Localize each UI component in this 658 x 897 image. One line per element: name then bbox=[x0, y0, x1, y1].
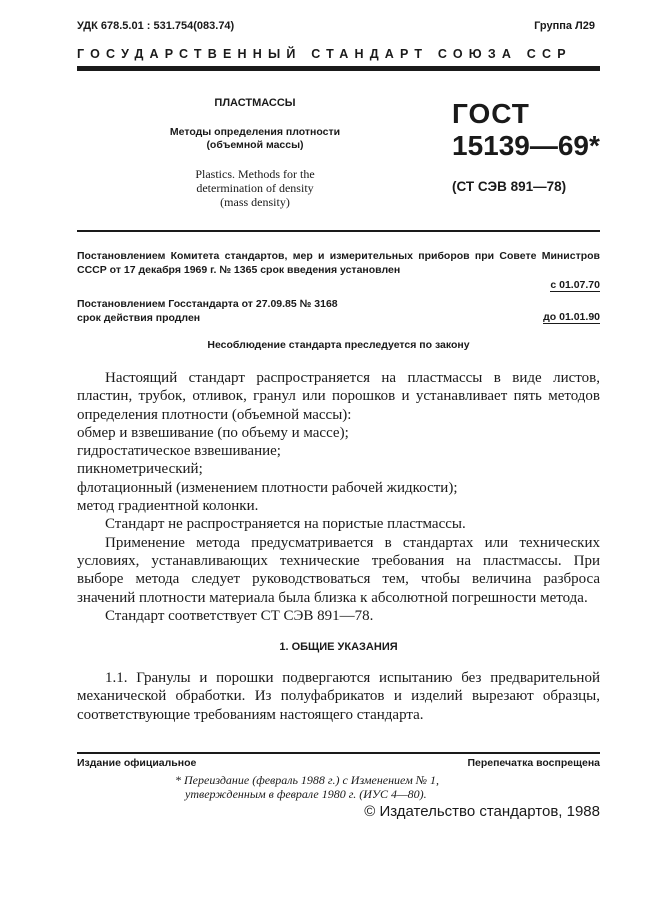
section-heading: 1. ОБЩИЕ УКАЗАНИЯ bbox=[279, 641, 398, 653]
gost-label: ГОСТ bbox=[452, 98, 530, 129]
group-code: Группа Л29 bbox=[534, 20, 595, 32]
header-divider bbox=[77, 66, 600, 71]
udc-code: УДК 678.5.01 : 531.754(083.74) bbox=[77, 20, 235, 32]
decree-extension-date: до 01.01.90 bbox=[543, 311, 600, 323]
legal-notice: Несоблюдение стандарта преследуется по закону bbox=[207, 339, 470, 351]
method-list-item: метод градиентной колонки. bbox=[77, 498, 259, 515]
decree-introduction-date: с 01.07.70 bbox=[550, 279, 600, 291]
sev-reference: (СТ СЭВ 891—78) bbox=[452, 179, 567, 194]
document-title: ПЛАСТМАССЫ bbox=[214, 97, 296, 109]
method-title-en bbox=[150, 167, 360, 209]
footer-divider bbox=[77, 752, 600, 754]
method-list-item: гидростатическое взвешивание; bbox=[77, 443, 281, 460]
decree-extension-line2: срок действия продлен bbox=[77, 311, 201, 324]
decree-introduction: Постановлением Комитета стандартов, мер и измерительных приборов при Совете Министров СССР от 17 декабря 1969 г. № 1365 срок введения установлен bbox=[77, 250, 600, 276]
edition-label: Издание официальное bbox=[77, 757, 197, 769]
method-list-item: обмер и взвешивание (по объему и массе); bbox=[77, 424, 349, 441]
conformity-paragraph: Стандарт соответствует СТ СЭВ 891—78. bbox=[105, 607, 374, 624]
intro-paragraph: Настоящий стандарт распространяется на пластмассы в виде листов, пластин, трубок, отливок, гранул или порошков и устанавливает пять методов определения плотности (объемной массы): bbox=[77, 370, 600, 423]
not-applicable-paragraph: Стандарт не распространяется на пористые пластмассы. bbox=[105, 516, 466, 533]
reissue-footnote-line2: утвержденным в феврале 1980 г. (ИУС 4—80). bbox=[185, 787, 427, 801]
method-title-en-line1: Plastics. Methods for the bbox=[195, 167, 315, 181]
decree-extension-line1: Постановлением Госстандарта от 27.09.85 № 3168 bbox=[77, 298, 338, 310]
state-standard-banner: ГОСУДАРСТВЕННЫЙ СТАНДАРТ СОЮЗА ССР bbox=[77, 47, 572, 61]
title-divider bbox=[77, 230, 600, 232]
gost-number: 15139—69* bbox=[452, 130, 600, 161]
method-title-ru-line2: (объемной массы) bbox=[206, 139, 304, 151]
method-title-en-line2: determination of density bbox=[196, 181, 314, 195]
method-title-ru-line1: Методы определения плотности bbox=[169, 126, 341, 138]
application-paragraph: Применение метода предусматривается в стандартах или технических условиях, устанавливающих технические требования на пластмассы. При выборе метода следует руководствоваться тем, чтобы величина разброса значений плотности материала была близка к абсолютной погрешности метода. bbox=[77, 534, 600, 606]
reissue-footnote-line1: * Переиздание (февраль 1988 г.) с Изменением № 1, bbox=[175, 773, 440, 787]
copyright: © Издательство стандартов, 1988 bbox=[364, 803, 600, 820]
clause-1-1: 1.1. Гранулы и порошки подвергаются испытанию без предварительной механической обработки. Из полуфабрикатов и изделий вырезают образцы, соответствующие требованиям настоящего стандарта. bbox=[77, 670, 600, 723]
reissue-footnote bbox=[175, 773, 605, 801]
method-list-item: пикнометрический; bbox=[77, 461, 203, 478]
method-title-ru bbox=[150, 126, 360, 152]
method-title-en-line3: (mass density) bbox=[220, 195, 290, 209]
decree-extension bbox=[77, 298, 497, 325]
reprint-notice: Перепечатка воспрещена bbox=[467, 757, 600, 769]
body-text bbox=[77, 369, 600, 625]
method-list-item: флотационный (изменением плотности рабочей жидкости); bbox=[77, 479, 458, 496]
